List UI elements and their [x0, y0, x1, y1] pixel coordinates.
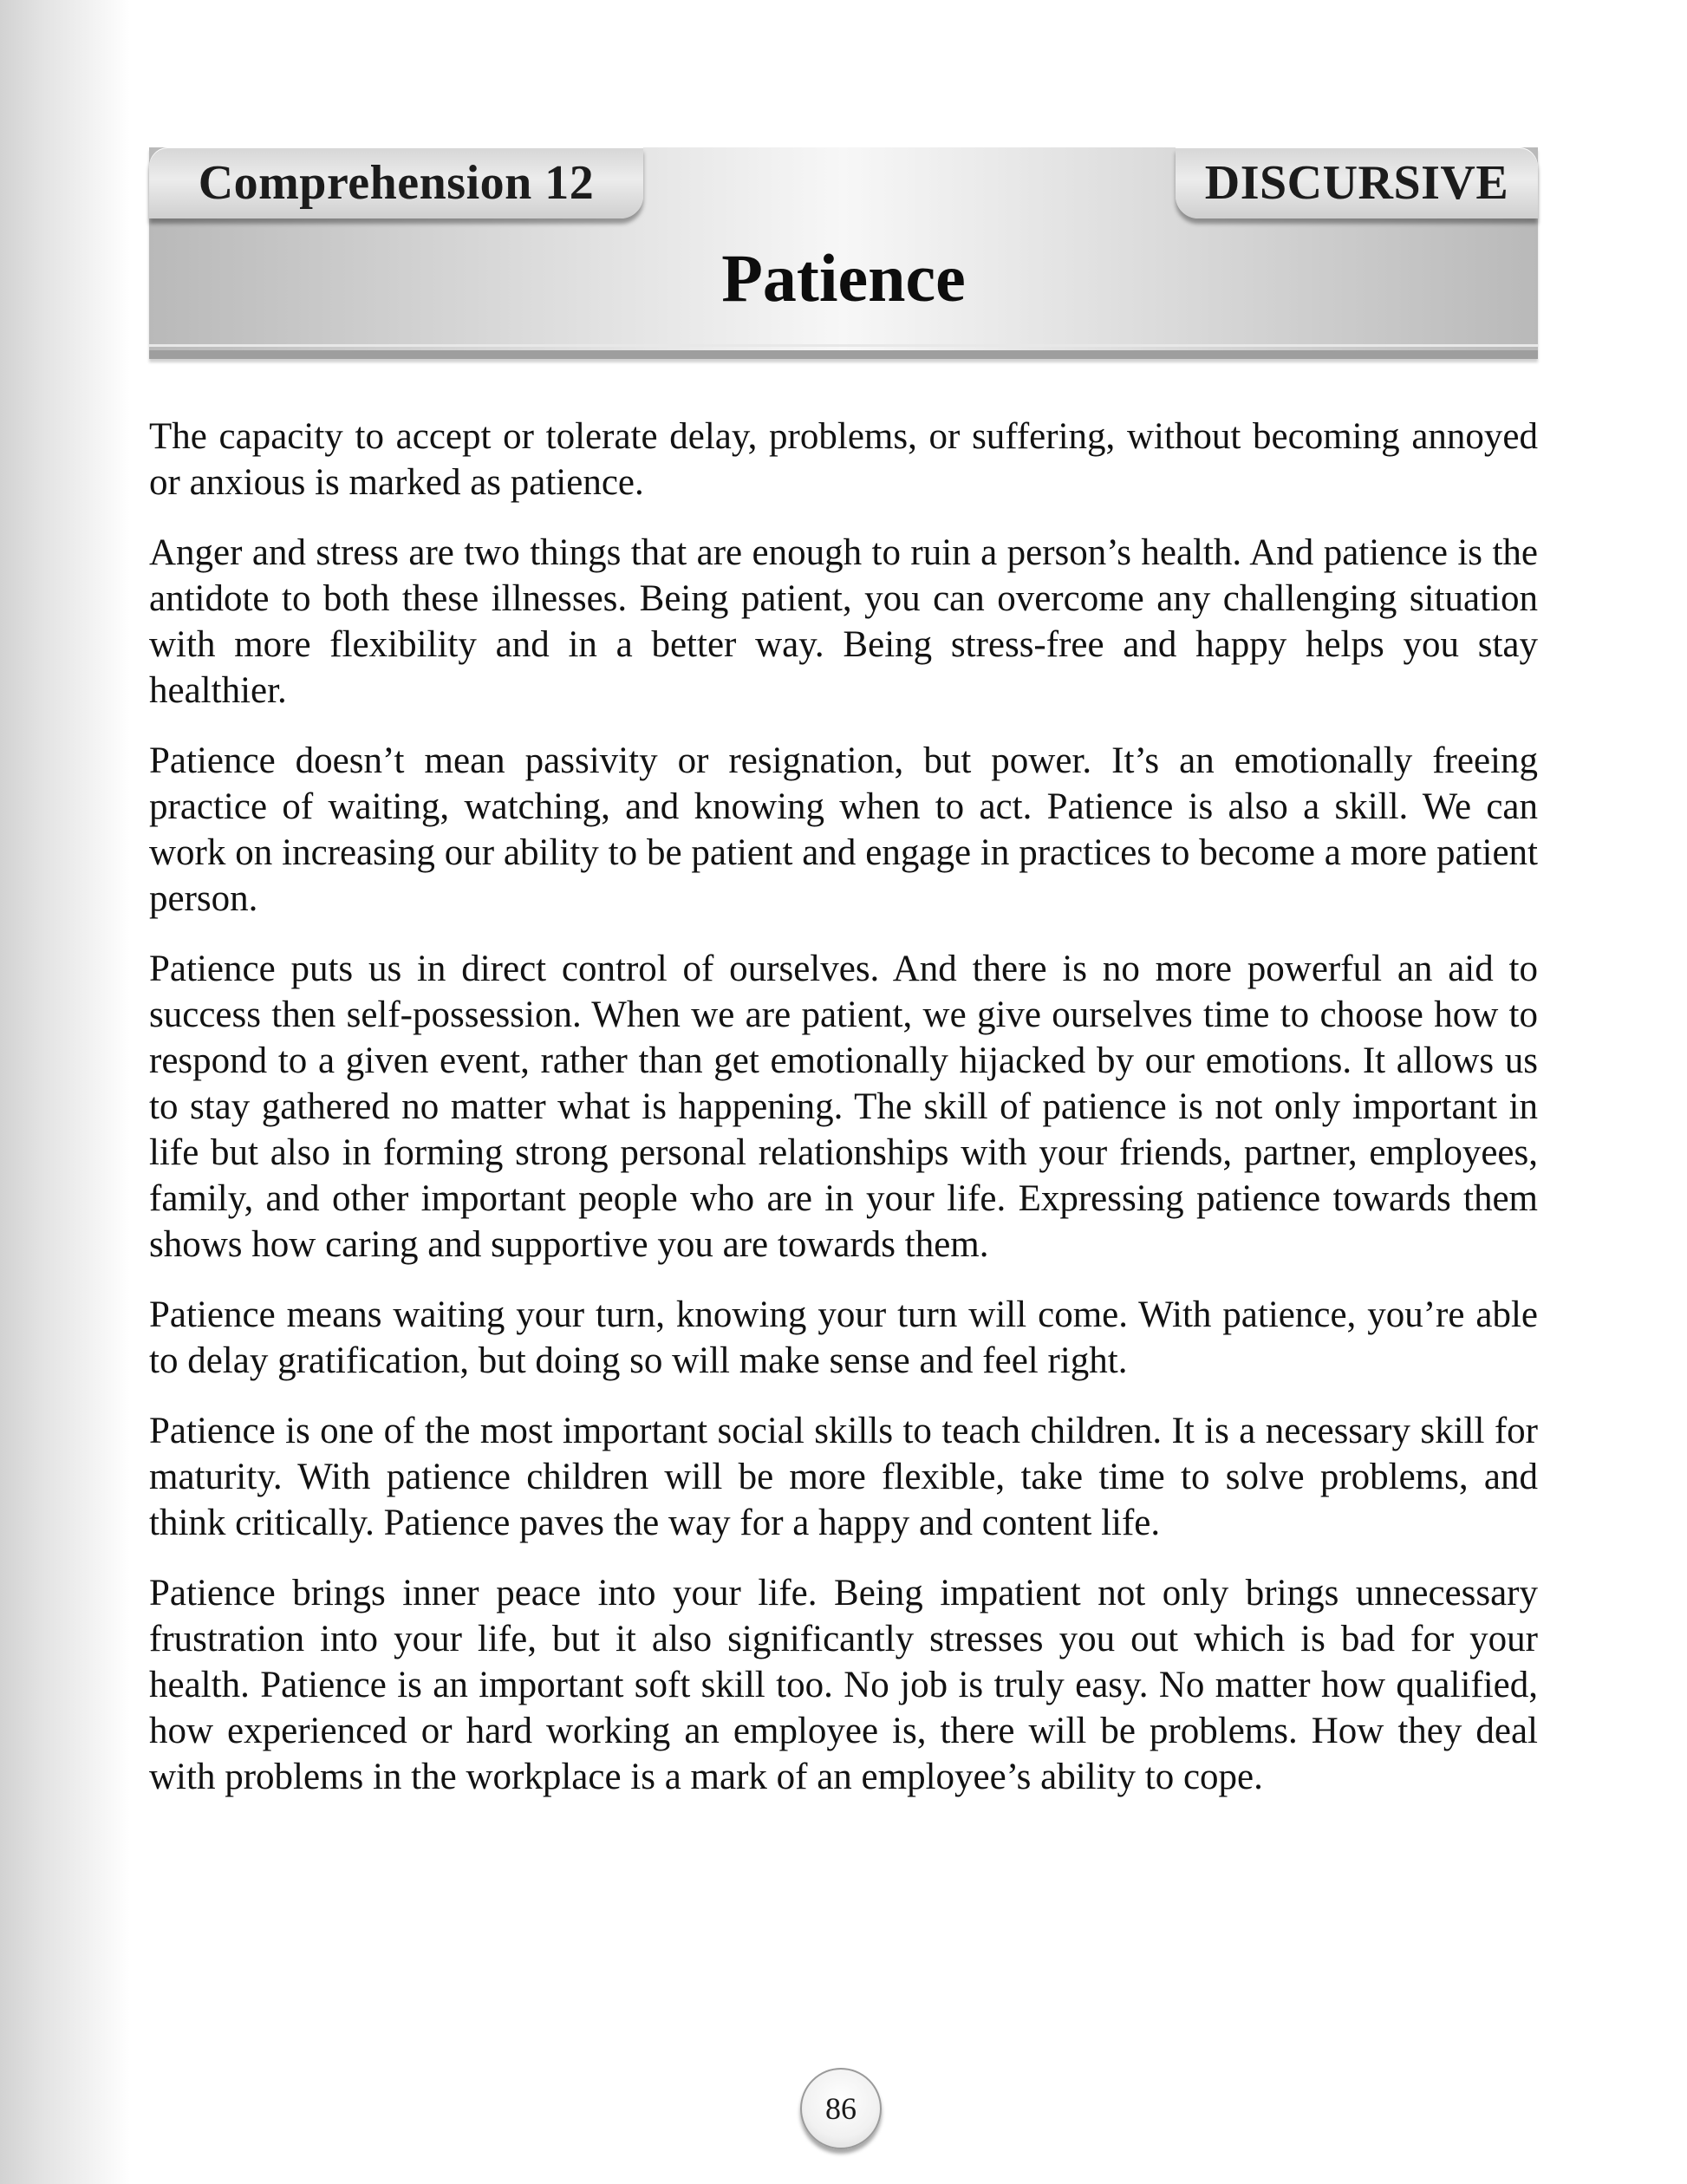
paragraph: Patience means waiting your turn, knowing your turn will come. With patience, you’re able to delay gratification, but doing so will make sense and feel right.: [149, 1294, 1538, 1381]
page-number-badge: 86: [800, 2068, 882, 2149]
page-title: Patience: [721, 240, 966, 316]
passage-body: [149, 414, 1538, 1824]
comprehension-label-tab: Comprehension 12: [149, 147, 643, 218]
paragraph: Anger and stress are two things that are enough to ruin a person’s health. And patience is the antidote to both these illnesses. Being patient, you can overcome any challenging situation with more flexibility and in a better way. Being stress-free and happy helps you stay healthier.: [149, 532, 1538, 711]
category-label-tab: DISCURSIVE: [1176, 147, 1538, 218]
paragraph: Patience doesn’t mean passivity or resignation, but power. It’s an emotionally freeing practice of waiting, watching, and knowing when to act. Patience is also a skill. We can work on increasing our ability to be patient and engage in practices to become a more patient person.: [149, 740, 1538, 919]
chapter-header-banner: [149, 147, 1538, 359]
paragraph: The capacity to accept or tolerate delay, problems, or suffering, without becoming annoyed or anxious is marked as patience.: [149, 416, 1538, 503]
paragraph: Patience brings inner peace into your life. Being impatient not only brings unnecessary frustration into your life, but it also significantly stresses you out which is bad for your health. Patience is an important soft skill too. No job is truly easy. No matter how qualified, how experienced or hard working an employee is, there will be problems. How they deal with problems in the workplace is a mark of an employee’s ability to cope.: [149, 1573, 1538, 1797]
paragraph: Patience puts us in direct control of ourselves. And there is no more powerful an aid to success then self-possession. When we are patient, we give ourselves time to choose how to respond to a given event, rather than get emotionally hijacked by our emotions. It allows us to stay gathered no matter what is happening. The skill of patience is not only important in life but also in forming strong personal relationships with your friends, partner, employees, family, and other important people who are in your life. Expressing patience towards them shows how caring and supportive you are towards them.: [149, 949, 1538, 1265]
paragraph: Patience is one of the most important social skills to teach children. It is a necessary skill for maturity. With patience children will be more flexible, take time to solve problems, and think critically. Patience paves the way for a happy and content life.: [149, 1411, 1538, 1543]
page-edge-shadow: [0, 0, 130, 2184]
